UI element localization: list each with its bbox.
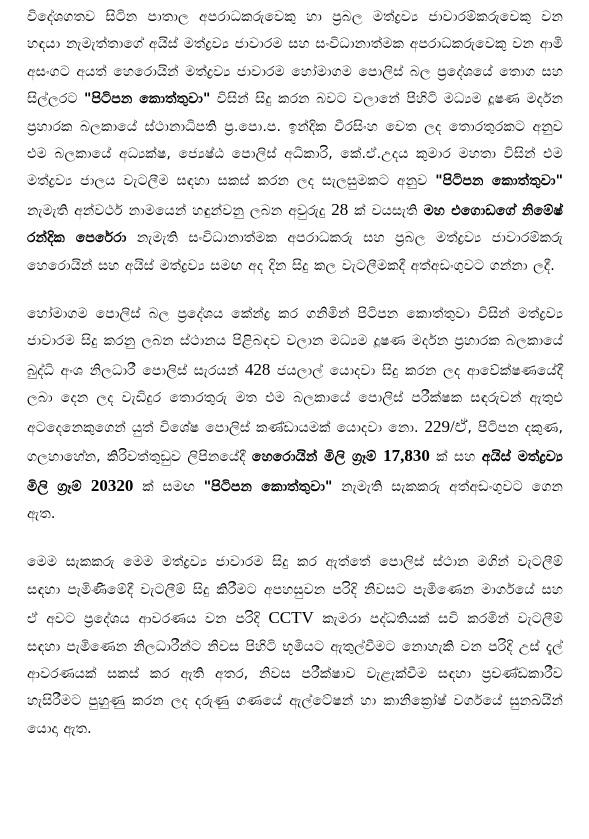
body-text: නැමැති සැකකරු අත්අඩංගුවට ගෙන ඇත. (27, 478, 564, 522)
bold-text: හෙරොයින් මිලි ග්‍රෑම් (251, 449, 384, 466)
paragraph-1 (27, 4, 563, 280)
body-text: 229/ඒ (424, 416, 468, 436)
body-text: විසින් සිදු කරන බවට වලානේ පිහිටි මධ්‍යම දූෂණ මර්දන ප්‍රහාරක බලකායේ ස්ථානාධිපති ප්‍ර.පො.ප. ඉන්දික වීරසිංහ වෙත ලද තොරතුරකට අනුව එම බලකායේ අධ්‍යක්ෂ, ජ්‍යෙෂ්ඨ පොලිස් අධිකාරි, කේ.ඒ.උදය කුමාර මහතා විසින් එම මත්ද්‍රව්‍ය ජාලය වැටලීම සඳහා සකස් කරන ලද සැලසුමකට අනුව (27, 91, 563, 190)
body-text: නැමැති සංවිධානාත්මක අපරාධකරු සහ ප්‍රබල මත්ද්‍රව්‍ය ජාවාරම්කරු හෙරොයින් සහ අයිස් මත්ද්‍රව්‍ය සමඟ අද දින සිදු කල වැටලීමකදී අත්අඩංගුවට ගන්නා ලදී. (27, 230, 563, 274)
body-text: මෙම සැකකරු මෙම මත්ද්‍රව්‍ය ජාවාරම සිදු කර ඇත්තේ පොලිස් ස්ථාන මගින් වැටලීම් සඳහා පැමිණීමේදී වැටලීම් සිදු කිරීමට අපහසුවන පරිදි නිවසට පැමිණෙන මාර්ගයේ සහ ඒ අවට ප්‍රදේශය ආවරණය වන පරිදි (27, 554, 563, 628)
body-text: ජයලාල් යොදවා සිදු කරන ලද ආවේක්ෂණයේදී ලබා දෙන ලද වැඩිදුර තොරතුරු මත එම බලකායේ පොලිස් පරීක්ෂක සඳරුවන් ඇතුළු අටදෙනෙකුගෙන් යුත් විශේෂ පොලිස් කණ්ඩායමක් යොදවා නො. (27, 362, 563, 436)
bold-text: අයිස් මත්ද්‍රව්‍ය මිලි ග්‍රෑම් (27, 449, 563, 495)
bold-text: "පිටිපන කොත්තුවා" (435, 173, 563, 190)
body-text: නැමැති අන්වර්ථ නාමයෙන් හඳුන්වනු ලබන අවුරුදු (27, 202, 332, 219)
body-text: 28 (331, 199, 349, 219)
body-text: විදේශගතව සිටින පාතාල අපරාධකරුවෙකු හා ප්‍රබල මත්ද්‍රව්‍ය ජාවාරම්කරුවෙකු වන හඳයා නැමැත්තාගේ අයිස් මත්ද්‍රව්‍ය ජාවාරම සහ සංවිධානාත්මක අපරාධකරුවෙකු වන ආමි අසංගට අයත් හෙරොයින් මත්ද්‍රව්‍ය ජාවාරම හෝමාගම පොලිස් බල ප්‍රදේශයේ තොග සහ සිල්ලරට (27, 9, 563, 108)
bold-text: 20320 (90, 475, 134, 495)
body-text: ක් වයසැති (348, 202, 424, 219)
body-text: ක් සමඟ (133, 478, 204, 495)
body-text: , පිටිපන දකුණ, ගලහාහේන, කිරිවත්තුඩුව ලිපිනයේදී (27, 419, 563, 466)
body-text: කැමරා පද්ධතියක් සවි කරමින් වැටලීම් සඳහා පැමිණෙන නිලධාරීන්ට නිවස පිහිටි භූමියට ඇතුල්වීමට නොහැකි වන පරිදි උස් දැල් ආවරණයක් සකස් කර ඇති අතර, නිවස පරීක්ෂාව වැළැක්වීම සඳහා ප්‍රචණ්ඩකාරීව හැසිරීමට පුහුණු කරන ලද දරුණු ගණයේ ඇල්ටේෂන් හා කානික්‍රෝෂ් වර්ගයේ සුනඛයින් යොදා ඇත. (27, 611, 563, 737)
bold-text: මහ එගොඩගේ නිමේෂ් රන්දික පෙරේරා (27, 202, 563, 247)
bold-text: "පිටිපන කොත්තුවා" (84, 91, 211, 108)
paragraph-2 (27, 301, 563, 528)
paragraph-3 (27, 549, 563, 743)
body-text: 428 (244, 359, 271, 379)
body-text: හෝමාගම පොලිස් බල ප්‍රදේශය කේන්ද්‍ර කර ගනිමින් පිටිපන කොත්තුවා විසින් මත්ද්‍රව්‍ය ජාවාරම සිදු කරනු ලබන ස්ථානය පිළිබඳව වලාන මධ්‍යම දූෂණ මර්දන ප්‍රහාරක බලකායේ බුද්ධි අංශ නිලධාරී පොලිස් සැරයන් (27, 306, 563, 379)
bold-text: "පිටිපන කොත්තුවා" (203, 478, 333, 495)
bold-text: 17,830 (383, 446, 430, 466)
body-text: CCTV (268, 608, 314, 628)
body-text: ක් සහ (429, 449, 482, 466)
